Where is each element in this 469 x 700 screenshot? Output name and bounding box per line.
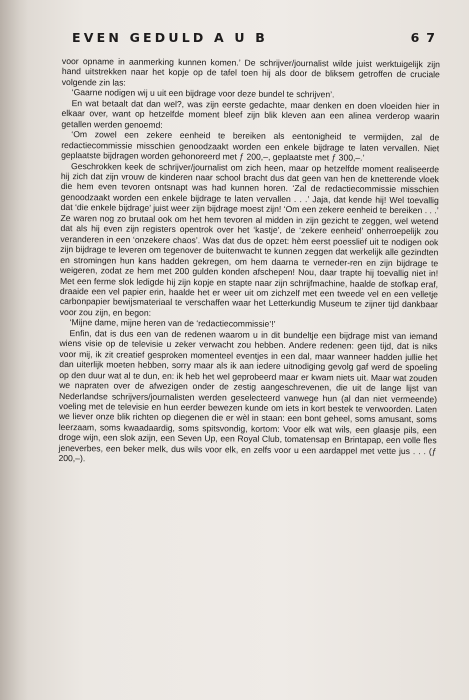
running-title: EVEN GEDULD A U B: [72, 30, 269, 45]
quote-paragraph: ‘Mijne dame, mijne heren van de ‘redactiecommissie’!’: [69, 317, 276, 330]
quote-paragraph: ‘Om zowel een zekere eenheid te bereiken als eentonigheid te vermijden, zal de redactiecommissie misschien genoodzaakt worden een enkele bijdrage te laten vervallen. Niet geplaatste bijdragen worden gehonoreerd met ƒ 200,–, geplaatste met ƒ 300,–.’: [61, 129, 440, 163]
paragraph: Geschrokken keek de schrijver/journalist om zich heen, maar op hetzelfde moment realiseerde hij zich dat zijn vrouw de kinderen naar school bracht dus dat geen van hen de knetterende vloek die hem even tevoren ontsnapt was had kunnen horen. ‘Zal de redactiecommissie misschien genoodzaakt worden een enkele bijdrage te laten vervallen . . .’ Jaja, dat kende hij! Wel toevallig dat ‘die enkele bijdrage’ juist weer zijn bijdrage moest zijn! ‘Om een zekere eenheid te bereiken . . .’ Ze waren nog zo brutaal ook om het hem tevoren al midden in zijn gezicht te zeggen, wel wetend dat als hij even zijn registers opentrok over het ‘kastje’, de ‘zekere eenheid’ onherroepelijk zou veranderen in een ‘onzekere chaos’. Was dat dus de opzet: hèm eerst poesslief uit te nodigen ook zijn bijdrage te leveren om tegenover de buitenwacht te kunnen zeggen dat werkelijk alle gezindten en stromingen hun kans hadden gekregen, om hem daarna te verneder-ren en zijn bijdrage te weigeren, zodat ze hem met 200 gulden konden afschepen! Nou, daar trapte hij toevallig niet in! Met een ferme slok ledigde hij zijn kopje en stapte naar zijn schrijfmachine, haalde de stofkap eraf, draaide een vel papier erin, haalde het er weer uit om zichzelf met een tweede vel en een velletje carbonpapier bewijsmateriaal te verschaffen waar het Letterkundig Museum te zijner tijd dankbaar voor zou zijn, en begon:: [59, 160, 440, 318]
body-text: [58, 56, 440, 467]
page-header: [72, 30, 442, 50]
paragraph: voor opname in aanmerking kunnen komen.’ De schrijver/journalist wilde juist werktuigelijk zijn hand uitstrekken naar het kopje op de tafel toen hij als door de bliksem getroffen de cruciale volgende zin las:: [61, 56, 440, 88]
quote-paragraph: ‘Gaarne nodigen wij u uit een bijdrage voor deze bundel te schrijven’.: [71, 87, 335, 100]
paragraph: En wat betaalt dat dan wel?, was zijn eerste gedachte, maar denken en doen vloeiden hier in elkaar over, want op hetzelfde moment bleef zijn blik kleven aan een alinea verderop waarin getallen werden genoemd:: [61, 97, 440, 130]
paragraph: Enfin, dat is dus een van de redenen waarom u in dit bundeltje een bijdrage mist van iemand wiens visie op de televisie u zeker verwacht zou hebben. Andere redenen: geen tijd, dat is niks voor mij, ik zit creatief gesproken momenteel eventjes in een dal, maar wanneer hadden jullie het dan uiterlijk moeten hebben, sorry maar als ik aan iedere uitnodiging gevolg gaf werd de spoeling op den duur wat al te dun, en: ik heb het wel geprobeerd maar er kwam niets uit. Maar wat zouden we napraten over de afwezigen onder de zestig aangeschrevenen, die uit de lange lijst van Nederlandse schrijvers/journalisten werden geselecteerd vanwege hun (al dan niet vermeende) voeling met de televisie en hun eerder bewezen kunde om iets in kort bestek te verwoorden. Laten we liever onze blik richten op diegenen die er wèl in staan: een bont geheel, soms amusant, soms leerzaam, soms kwaadaardig, soms spitsvondig, kortom: Voor elk wat wils, een glaasje pils, een droge wijn, een slok azijn, een Seven Up, een Royal Club, tomatensap en Brintapap, een volle fles jeneverbes, een beker melk, dus wils voor elk, en zelfs voor u een aardappel met vette jus . . . (ƒ 200,–).: [58, 327, 438, 464]
page-number: 67: [410, 30, 442, 45]
page-gutter-shadow: [0, 0, 28, 700]
